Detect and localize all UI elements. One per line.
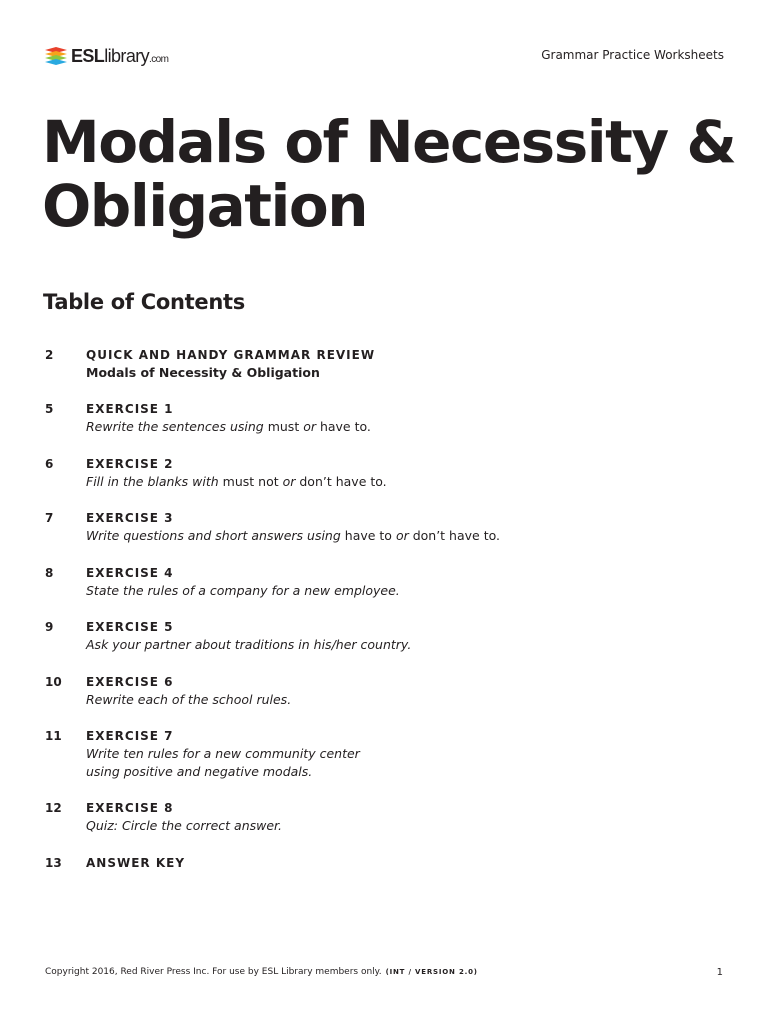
toc-entry-description-line-2: using positive and negative modals. <box>86 764 313 779</box>
desc-italic: or <box>299 419 320 434</box>
toc-entry-description: Rewrite each of the school rules. <box>86 692 292 707</box>
toc-entry-label: EXERCISE 2 <box>86 457 174 471</box>
desc-term: have to <box>344 528 392 543</box>
toc-entry-description: Ask your partner about traditions in his/her country. <box>86 637 412 652</box>
toc-page-number: 2 <box>45 348 54 362</box>
title-line-2: Obligation <box>42 172 367 240</box>
desc-term: have to. <box>319 419 371 434</box>
desc-term: must not <box>222 474 279 489</box>
desc-italic: Rewrite the sentences using <box>86 419 268 434</box>
logo-com: .com <box>149 53 169 65</box>
desc-italic: or <box>278 474 300 489</box>
desc-term: must <box>267 419 300 434</box>
page-title <box>42 110 742 238</box>
toc-page-number: 11 <box>45 729 62 743</box>
toc-page-number: 6 <box>45 457 54 471</box>
toc-entry-description: Quiz: Circle the correct answer. <box>86 818 283 833</box>
toc-page-number: 13 <box>45 856 62 870</box>
toc-entry-description <box>86 418 686 436</box>
footer-copyright: Copyright 2016, Red River Press Inc. For use by ESL Library members only. <box>45 967 382 977</box>
logo-wordmark <box>71 46 168 67</box>
toc-entry-label: ANSWER KEY <box>86 856 186 870</box>
toc-entry-label: EXERCISE 3 <box>86 511 174 525</box>
toc-heading: Table of Contents <box>43 290 245 314</box>
desc-italic: Write questions and short answers using <box>86 528 345 543</box>
toc-page-number: 12 <box>45 801 62 815</box>
toc-page-number: 7 <box>45 511 54 525</box>
toc-page-number: 9 <box>45 620 54 634</box>
desc-term: don’t have to. <box>299 474 387 489</box>
desc-term: don’t have to. <box>412 528 501 543</box>
desc-italic: Fill in the blanks with <box>86 474 223 489</box>
toc-entry-label: EXERCISE 1 <box>86 402 174 416</box>
logo-library: library <box>104 45 150 66</box>
footer-copyright-line <box>45 967 478 977</box>
desc-italic: or <box>391 528 413 543</box>
page-footer <box>45 967 723 983</box>
esl-library-logo <box>44 44 168 68</box>
toc-entry-label: EXERCISE 4 <box>86 566 174 580</box>
toc-page-number: 10 <box>45 675 62 689</box>
toc-entry-subtitle: Modals of Necessity & Obligation <box>86 365 320 380</box>
toc-page-number: 5 <box>45 402 54 416</box>
toc-entry-label: QUICK AND HANDY GRAMMAR REVIEW <box>86 348 376 362</box>
toc-entry-description: State the rules of a company for a new employee. <box>86 583 400 598</box>
toc-entry-label: EXERCISE 6 <box>86 675 174 689</box>
page-header <box>44 44 724 74</box>
footer-version: (INT / VERSION 2.0) <box>385 968 478 976</box>
footer-page-number: 1 <box>716 967 723 978</box>
toc-entry-description <box>86 473 686 491</box>
title-line-1: Modals of Necessity & <box>42 108 736 176</box>
toc-entry-label: EXERCISE 8 <box>86 801 174 815</box>
toc-entry-description <box>86 527 686 545</box>
header-series-title: Grammar Practice Worksheets <box>541 48 724 62</box>
book-stack-icon <box>44 44 68 68</box>
toc-entry-description-line-1: Write ten rules for a new community center <box>86 746 360 761</box>
logo-esl: ESL <box>71 45 105 66</box>
toc-page-number: 8 <box>45 566 54 580</box>
toc-entry-label: EXERCISE 5 <box>86 620 174 634</box>
toc-entry-label: EXERCISE 7 <box>86 729 174 743</box>
